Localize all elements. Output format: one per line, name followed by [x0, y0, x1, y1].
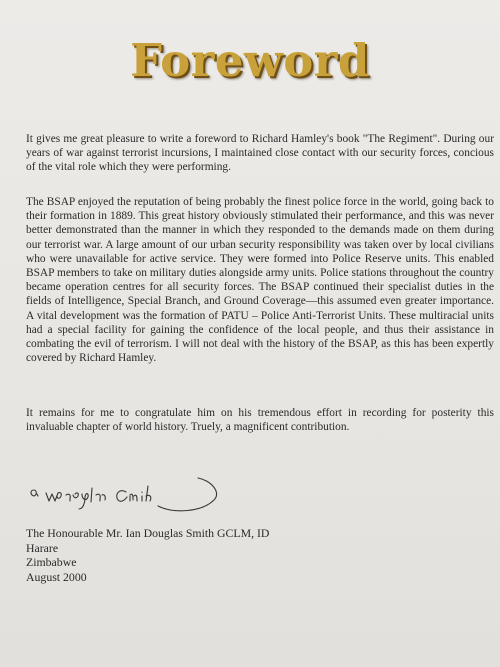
paragraph-text: It remains for me to congratulate him on his tremendous effort in recording for posterity this invaluable chapter of world history. Truely, a magnificent contribution.: [26, 407, 494, 434]
paragraph-text: It gives me great pleasure to write a foreword to Richard Hamley's book "The Regiment". During our years of war against terrorist incursions, I maintained close contact with our security forces, concious of the vital role which they were performing.: [26, 133, 494, 174]
signatory-country: Zimbabwe: [26, 555, 77, 570]
signature-drawing: [26, 466, 226, 522]
signatory-name: The Honourable Mr. Ian Douglas Smith GCLM, ID: [26, 526, 270, 540]
paragraph-history: [26, 195, 494, 365]
paragraph-intro: [26, 132, 494, 175]
paragraph-congratulations: [26, 406, 494, 434]
signature-block: [26, 526, 269, 584]
paragraph-text: The BSAP enjoyed the reputation of being probably the finest police force in the world, going back to their formation in 1889. This great history obviously stimulated their performance, and this was never better demonstrated than the manner in which they responded to the demands made on them during our terrorist war. A large amount of our urban security responsibility was taken over by local civilians who were unavailable for active service. They were formed into Police Reserve units. This enabled BSAP members to take on military duties alongside army units. Police stations throughout the country became operation centres for all security forces. The BSAP continued their specialist duties in the fields of Intelligence, Special Branch, and Ground Coverage—this assumed even greater importance. A vital development was the formation of PATU – Police Anti-Terrorist Units. These multiracial units had a special facility for gaining the confidence of the local people, and thus their assistance in combating the evil of terrorism. I will not deal with the history of the BSAP, as this has been expertly covered by Richard Hamley.: [26, 196, 494, 365]
page-title: Foreword: [130, 34, 370, 87]
signature-date: August 2000: [26, 569, 87, 584]
signatory-city: Harare: [26, 540, 59, 555]
handwritten-signature: [26, 466, 226, 522]
